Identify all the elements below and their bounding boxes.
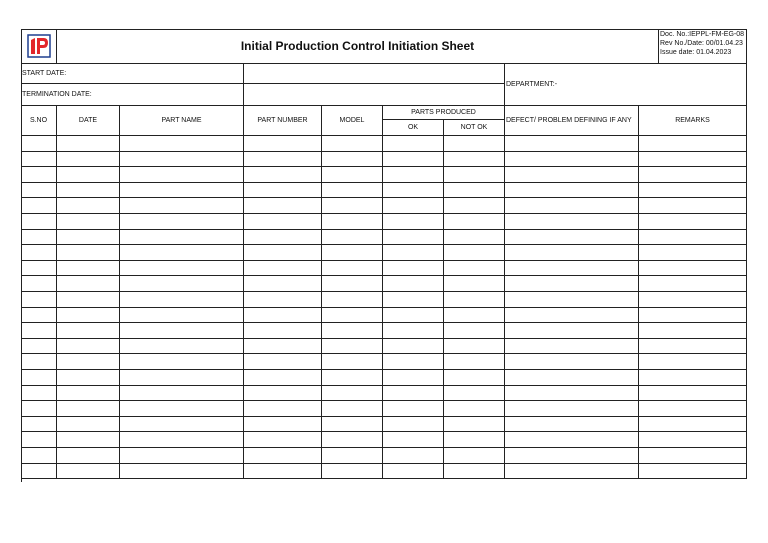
- col-not-ok: NOT OK: [444, 120, 505, 136]
- termination-date-label: TERMINATION DATE:: [21, 84, 244, 106]
- table-cell-defect[interactable]: [505, 370, 639, 386]
- table-cell-part-name[interactable]: [120, 417, 244, 432]
- table-cell-part-number[interactable]: [244, 245, 322, 261]
- table-cell-sno[interactable]: [21, 292, 57, 308]
- col-model: MODEL: [322, 106, 383, 136]
- table-cell-not-ok[interactable]: [444, 354, 505, 370]
- table-cell-remarks[interactable]: [639, 308, 747, 323]
- table-cell-remarks[interactable]: [639, 198, 747, 214]
- table-cell-part-name[interactable]: [120, 245, 244, 261]
- table-cell-model[interactable]: [322, 245, 383, 261]
- table-cell-part-number[interactable]: [244, 448, 322, 464]
- table-cell-remarks[interactable]: [639, 167, 747, 183]
- table-cell-model[interactable]: [322, 292, 383, 308]
- table-cell-defect[interactable]: [505, 323, 639, 339]
- table-cell-remarks[interactable]: [639, 230, 747, 245]
- table-cell-ok[interactable]: [383, 448, 444, 464]
- table-cell-part-number[interactable]: [244, 167, 322, 183]
- table-cell-model[interactable]: [322, 261, 383, 276]
- table-cell-not-ok[interactable]: [444, 276, 505, 292]
- table-cell-date[interactable]: [57, 183, 120, 198]
- table-cell-defect[interactable]: [505, 417, 639, 432]
- production-control-sheet: [21, 29, 747, 482]
- table-cell-defect[interactable]: [505, 276, 639, 292]
- table-cell-not-ok[interactable]: [444, 401, 505, 417]
- table-cell-ok[interactable]: [383, 370, 444, 386]
- table-cell-sno[interactable]: [21, 152, 57, 167]
- table-cell-ok[interactable]: [383, 276, 444, 292]
- department-label: DEPARTMENT:-: [505, 64, 747, 106]
- table-cell-part-name[interactable]: [120, 276, 244, 292]
- revision-info: Rev No./Date: 00/01.04.23: [660, 40, 743, 47]
- col-part-name: PART NAME: [120, 106, 244, 136]
- table-cell-date[interactable]: [57, 448, 120, 464]
- table-cell-model[interactable]: [322, 464, 383, 479]
- table-cell-sno[interactable]: [21, 339, 57, 354]
- table-cell-part-number[interactable]: [244, 354, 322, 370]
- table-cell-remarks[interactable]: [639, 261, 747, 276]
- table-cell-remarks[interactable]: [639, 417, 747, 432]
- table-cell-model[interactable]: [322, 183, 383, 198]
- table-cell-model[interactable]: [322, 230, 383, 245]
- table-cell-sno[interactable]: [21, 198, 57, 214]
- table-cell-sno[interactable]: [21, 464, 57, 479]
- table-cell-not-ok[interactable]: [444, 308, 505, 323]
- table-cell-ok[interactable]: [383, 183, 444, 198]
- table-cell-defect[interactable]: [505, 198, 639, 214]
- table-cell-model[interactable]: [322, 354, 383, 370]
- table-cell-date[interactable]: [57, 261, 120, 276]
- termination-date-field[interactable]: [244, 84, 505, 106]
- table-cell-not-ok[interactable]: [444, 464, 505, 479]
- table-cell-sno[interactable]: [21, 448, 57, 464]
- table-cell-part-number[interactable]: [244, 292, 322, 308]
- table-cell-model[interactable]: [322, 198, 383, 214]
- table-cell-ok[interactable]: [383, 152, 444, 167]
- table-cell-sno[interactable]: [21, 370, 57, 386]
- table-cell-not-ok[interactable]: [444, 339, 505, 354]
- table-cell-date[interactable]: [57, 230, 120, 245]
- col-parts-produced: PARTS PRODUCED: [383, 106, 505, 120]
- table-cell-model[interactable]: [322, 152, 383, 167]
- table-cell-ok[interactable]: [383, 432, 444, 448]
- table-cell-remarks[interactable]: [639, 276, 747, 292]
- table-cell-ok[interactable]: [383, 167, 444, 183]
- table-cell-ok[interactable]: [383, 198, 444, 214]
- table-cell-part-number[interactable]: [244, 261, 322, 276]
- table-cell-sno[interactable]: [21, 386, 57, 401]
- table-cell-remarks[interactable]: [639, 464, 747, 479]
- logo-cell: [21, 29, 57, 64]
- table-cell-defect[interactable]: [505, 354, 639, 370]
- doc-info-block: [659, 29, 747, 64]
- table-cell-ok[interactable]: [383, 401, 444, 417]
- table-cell-ok[interactable]: [383, 323, 444, 339]
- table-cell-not-ok[interactable]: [444, 370, 505, 386]
- table-cell-sno[interactable]: [21, 354, 57, 370]
- table-cell-date[interactable]: [57, 152, 120, 167]
- table-cell-part-name[interactable]: [120, 354, 244, 370]
- table-cell-sno[interactable]: [21, 308, 57, 323]
- table-cell-defect[interactable]: [505, 464, 639, 479]
- table-cell-part-name[interactable]: [120, 136, 244, 152]
- table-cell-sno[interactable]: [21, 417, 57, 432]
- table-cell-model[interactable]: [322, 167, 383, 183]
- col-ok: OK: [383, 120, 444, 136]
- col-date: DATE: [57, 106, 120, 136]
- table-cell-part-number[interactable]: [244, 214, 322, 230]
- table-cell-not-ok[interactable]: [444, 183, 505, 198]
- table-cell-ok[interactable]: [383, 214, 444, 230]
- company-logo-icon: [27, 34, 51, 58]
- table-cell-sno[interactable]: [21, 261, 57, 276]
- table-cell-date[interactable]: [57, 386, 120, 401]
- table-cell-model[interactable]: [322, 432, 383, 448]
- table-cell-not-ok[interactable]: [444, 167, 505, 183]
- table-cell-part-number[interactable]: [244, 417, 322, 432]
- table-cell-defect[interactable]: [505, 214, 639, 230]
- table-cell-defect[interactable]: [505, 448, 639, 464]
- table-cell-part-name[interactable]: [120, 183, 244, 198]
- table-cell-part-name[interactable]: [120, 448, 244, 464]
- table-cell-not-ok[interactable]: [444, 448, 505, 464]
- table-cell-not-ok[interactable]: [444, 386, 505, 401]
- table-cell-part-name[interactable]: [120, 292, 244, 308]
- table-cell-ok[interactable]: [383, 354, 444, 370]
- table-cell-sno[interactable]: [21, 183, 57, 198]
- issue-date: Issue date: 01.04.2023: [660, 49, 732, 56]
- table-cell-part-name[interactable]: [120, 339, 244, 354]
- table-cell-remarks[interactable]: [639, 214, 747, 230]
- table-cell-ok[interactable]: [383, 261, 444, 276]
- table-cell-part-number[interactable]: [244, 230, 322, 245]
- table-cell-not-ok[interactable]: [444, 323, 505, 339]
- table-cell-date[interactable]: [57, 339, 120, 354]
- table-cell-ok[interactable]: [383, 339, 444, 354]
- table-cell-sno[interactable]: [21, 136, 57, 152]
- table-cell-not-ok[interactable]: [444, 292, 505, 308]
- table-cell-date[interactable]: [57, 308, 120, 323]
- table-cell-model[interactable]: [322, 339, 383, 354]
- table-cell-ok[interactable]: [383, 386, 444, 401]
- table-cell-remarks[interactable]: [639, 339, 747, 354]
- table-cell-remarks[interactable]: [639, 245, 747, 261]
- table-cell-defect[interactable]: [505, 432, 639, 448]
- table-cell-remarks[interactable]: [639, 292, 747, 308]
- table-cell-date[interactable]: [57, 198, 120, 214]
- table-cell-not-ok[interactable]: [444, 432, 505, 448]
- table-cell-part-name[interactable]: [120, 464, 244, 479]
- col-defect: DEFECT/ PROBLEM DEFINING IF ANY: [505, 106, 639, 136]
- table-cell-date[interactable]: [57, 136, 120, 152]
- table-cell-ok[interactable]: [383, 230, 444, 245]
- table-cell-part-name[interactable]: [120, 152, 244, 167]
- table-cell-part-number[interactable]: [244, 276, 322, 292]
- table-cell-not-ok[interactable]: [444, 417, 505, 432]
- table-cell-sno[interactable]: [21, 432, 57, 448]
- table-cell-part-name[interactable]: [120, 401, 244, 417]
- table-cell-part-name[interactable]: [120, 386, 244, 401]
- table-cell-model[interactable]: [322, 386, 383, 401]
- table-cell-ok[interactable]: [383, 464, 444, 479]
- table-cell-part-name[interactable]: [120, 214, 244, 230]
- table-cell-part-number[interactable]: [244, 323, 322, 339]
- table-cell-part-number[interactable]: [244, 152, 322, 167]
- table-cell-defect[interactable]: [505, 401, 639, 417]
- table-cell-model[interactable]: [322, 276, 383, 292]
- table-cell-ok[interactable]: [383, 245, 444, 261]
- table-cell-defect[interactable]: [505, 183, 639, 198]
- table-cell-model[interactable]: [322, 401, 383, 417]
- col-sno: S.NO: [21, 106, 57, 136]
- table-cell-not-ok[interactable]: [444, 230, 505, 245]
- table-cell-date[interactable]: [57, 417, 120, 432]
- table-cell-part-name[interactable]: [120, 432, 244, 448]
- table-cell-part-number[interactable]: [244, 401, 322, 417]
- table-cell-date[interactable]: [57, 432, 120, 448]
- table-cell-part-name[interactable]: [120, 198, 244, 214]
- start-date-label: START DATE:: [21, 64, 244, 84]
- sheet-title: Initial Production Control Initiation Sheet: [57, 29, 659, 64]
- table-cell-defect[interactable]: [505, 292, 639, 308]
- table-cell-not-ok[interactable]: [444, 261, 505, 276]
- table-cell-date[interactable]: [57, 370, 120, 386]
- table-cell-defect[interactable]: [505, 386, 639, 401]
- table-cell-not-ok[interactable]: [444, 152, 505, 167]
- table-cell-remarks[interactable]: [639, 354, 747, 370]
- table-cell-not-ok[interactable]: [444, 136, 505, 152]
- table-cell-defect[interactable]: [505, 261, 639, 276]
- start-date-field[interactable]: [244, 64, 505, 84]
- table-cell-remarks[interactable]: [639, 448, 747, 464]
- table-cell-not-ok[interactable]: [444, 198, 505, 214]
- table-cell-defect[interactable]: [505, 136, 639, 152]
- table-cell-remarks[interactable]: [639, 386, 747, 401]
- table-cell-model[interactable]: [322, 136, 383, 152]
- table-cell-model[interactable]: [322, 448, 383, 464]
- col-remarks: REMARKS: [639, 106, 747, 136]
- table-cell-date[interactable]: [57, 401, 120, 417]
- table-cell-date[interactable]: [57, 323, 120, 339]
- table-cell-part-number[interactable]: [244, 183, 322, 198]
- table-cell-part-name[interactable]: [120, 308, 244, 323]
- table-cell-sno[interactable]: [21, 230, 57, 245]
- table-cell-date[interactable]: [57, 292, 120, 308]
- table-cell-part-number[interactable]: [244, 386, 322, 401]
- table-cell-part-number[interactable]: [244, 432, 322, 448]
- table-cell-model[interactable]: [322, 323, 383, 339]
- table-cell-model[interactable]: [322, 417, 383, 432]
- table-cell-model[interactable]: [322, 308, 383, 323]
- table-cell-part-name[interactable]: [120, 323, 244, 339]
- table-cell-part-number[interactable]: [244, 198, 322, 214]
- table-cell-remarks[interactable]: [639, 152, 747, 167]
- table-cell-defect[interactable]: [505, 339, 639, 354]
- table-cell-ok[interactable]: [383, 308, 444, 323]
- table-cell-date[interactable]: [57, 167, 120, 183]
- table-cell-part-number[interactable]: [244, 464, 322, 479]
- table-cell-part-number[interactable]: [244, 308, 322, 323]
- table-cell-ok[interactable]: [383, 136, 444, 152]
- table-cell-part-name[interactable]: [120, 370, 244, 386]
- table-cell-date[interactable]: [57, 245, 120, 261]
- table-cell-defect[interactable]: [505, 230, 639, 245]
- table-cell-date[interactable]: [57, 354, 120, 370]
- table-cell-defect[interactable]: [505, 152, 639, 167]
- table-cell-part-name[interactable]: [120, 261, 244, 276]
- table-cell-part-number[interactable]: [244, 339, 322, 354]
- table-cell-remarks[interactable]: [639, 183, 747, 198]
- table-cell-date[interactable]: [57, 464, 120, 479]
- table-cell-part-number[interactable]: [244, 136, 322, 152]
- table-cell-sno[interactable]: [21, 245, 57, 261]
- table-cell-defect[interactable]: [505, 245, 639, 261]
- table-cell-part-number[interactable]: [244, 370, 322, 386]
- table-cell-model[interactable]: [322, 214, 383, 230]
- table-cell-sno[interactable]: [21, 167, 57, 183]
- table-cell-remarks[interactable]: [639, 323, 747, 339]
- table-cell-date[interactable]: [57, 276, 120, 292]
- table-cell-not-ok[interactable]: [444, 214, 505, 230]
- table-cell-model[interactable]: [322, 370, 383, 386]
- table-cell-sno[interactable]: [21, 214, 57, 230]
- table-cell-part-name[interactable]: [120, 230, 244, 245]
- table-cell-defect[interactable]: [505, 167, 639, 183]
- table-cell-not-ok[interactable]: [444, 245, 505, 261]
- table-cell-remarks[interactable]: [639, 370, 747, 386]
- table-cell-remarks[interactable]: [639, 432, 747, 448]
- table-cell-ok[interactable]: [383, 292, 444, 308]
- table-cell-ok[interactable]: [383, 417, 444, 432]
- table-cell-sno[interactable]: [21, 323, 57, 339]
- table-cell-remarks[interactable]: [639, 136, 747, 152]
- table-cell-date[interactable]: [57, 214, 120, 230]
- table-cell-remarks[interactable]: [639, 401, 747, 417]
- table-cell-sno[interactable]: [21, 401, 57, 417]
- table-cell-defect[interactable]: [505, 308, 639, 323]
- table-cell-sno[interactable]: [21, 276, 57, 292]
- col-part-number: PART NUMBER: [244, 106, 322, 136]
- doc-number: Doc. No.:IEPPL-FM-EG-08: [660, 31, 745, 38]
- table-cell-part-name[interactable]: [120, 167, 244, 183]
